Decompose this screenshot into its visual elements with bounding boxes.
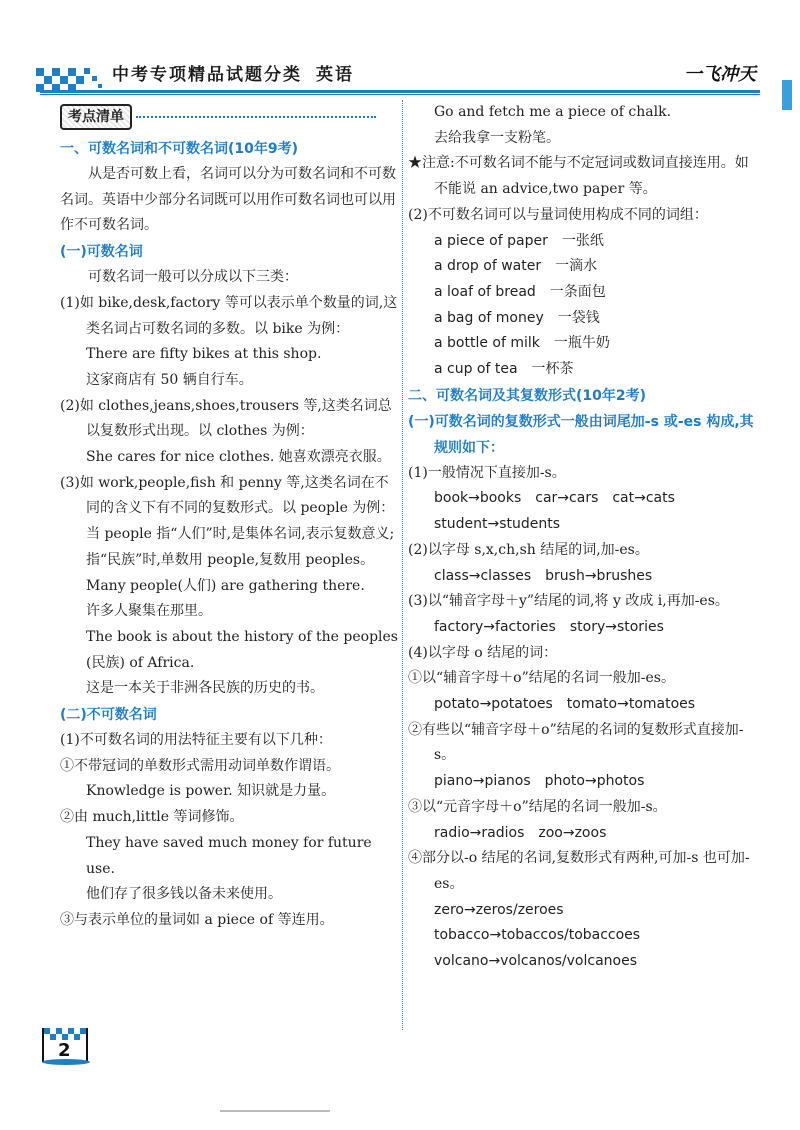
rule4c: ③以“元音字母＋o”结尾的名词一般加-s。 [408, 798, 667, 815]
item2: (2)如 clothes,jeans,shoes,trousers 等,这类名词总以复数形式出现。以 clothes 为例： [60, 397, 392, 440]
rule4b: ②有些以“辅音字母＋o”结尾的名词的复数形式直接加-s。 [408, 721, 744, 764]
rule4d-example1: zero→zeros/zeroes [434, 901, 564, 918]
rule1-example2: student→students [434, 516, 561, 533]
section1-intro: 从是否可数上看，名词可以分为可数名词和不可数名词。英语中少部分名词既可以用作可数名词也可以用作不可数名词。 [60, 166, 396, 234]
header-title [112, 60, 354, 85]
uncountable-1: (1)不可数名词的用法特征主要有以下几种： [60, 732, 332, 749]
item3-note: 当 people 指“人们”时,是集体名词,表示复数意义;指“民族”时,单数用 people,复数用 peoples。 [86, 526, 395, 568]
item1-example-cn: 这家商店有 50 辆自行车。 [86, 371, 253, 388]
note: ★注意:不可数名词不能与不定冠词或数词直接连用。如不能说 an advice,two paper 等。 [408, 155, 749, 198]
rule4d: ④部分以-o 结尾的名词,复数形式有两种,可加-s 也可加-es。 [408, 850, 750, 892]
section2-subtitle: (一)可数名词的复数形式一般由词尾加-s 或-es 构成,其规则如下： [408, 413, 754, 456]
phrase-item: a piece of paper 一张纸 [434, 232, 604, 249]
right-column [408, 100, 758, 975]
uncountable-2: (2)不可数名词可以与量词使用构成不同的词组： [408, 206, 708, 223]
header-rule [40, 90, 760, 93]
left-column [60, 100, 398, 934]
rule3-example: factory→factories story→stories [434, 618, 664, 635]
uncountable-1b-example-en: They have saved much money for future use. [86, 834, 372, 877]
bottom-rule [220, 1110, 330, 1112]
rule4c-example: radio→radios zoo→zoos [434, 824, 607, 841]
side-tab-marker [782, 80, 792, 110]
sub2-title: (二)不可数名词 [60, 707, 157, 724]
chalk-example-en: Go and fetch me a piece of chalk. [434, 104, 672, 120]
uncountable-1b: ②由 much,little 等词修饰。 [60, 809, 244, 826]
item1-example-en: There are fifty bikes at this shop. [86, 346, 322, 363]
item3-example1-en: Many people(人们) are gathering there. [86, 577, 365, 594]
rule4a-example: potato→potatoes tomato→tomatoes [434, 696, 696, 713]
rule3: (3)以“辅音字母＋y”结尾的词,将 y 改成 i,再加-es。 [408, 593, 729, 610]
page-header [0, 0, 800, 100]
item2-example: She cares for nice clothes. 她喜欢漂亮衣服。 [86, 449, 391, 466]
header-brand: 一飞冲天 [684, 64, 756, 85]
rule2: (2)以字母 s,x,ch,sh 结尾的词,加-es。 [408, 541, 649, 558]
section-label: 考点清单 [60, 104, 132, 130]
section-label-dots [136, 116, 376, 118]
rule4d-example3: volcano→volcanos/volcanoes [434, 953, 638, 970]
rule4a: ①以“辅音字母＋o”结尾的名词一般加-es。 [408, 670, 675, 687]
page-number: 2 [58, 1040, 71, 1061]
phrase-item: a loaf of bread 一条面包 [434, 283, 606, 300]
phrase-item: a drop of water 一滴水 [434, 258, 598, 275]
uncountable-1c: ③与表示单位的量词如 a piece of 等连用。 [60, 911, 334, 928]
section-label-box [60, 104, 376, 130]
rule1-example1: book→books car→cars cat→cats [434, 490, 675, 507]
section1-title: 一、可数名词和不可数名词(10年9考) [60, 141, 299, 157]
item3-example1-cn: 许多人聚集在那里。 [86, 603, 212, 620]
section2-title: 二、可数名词及其复数形式(10年2考) [408, 387, 647, 404]
column-divider [402, 100, 403, 1030]
chalk-example-cn: 去给我拿一支粉笔。 [434, 129, 560, 146]
rule4b-example: piano→pianos photo→photos [434, 773, 645, 790]
rule1: (1)一般情况下直接加-s。 [408, 464, 566, 481]
uncountable-1a: ①不带冠词的单数形式需用动词单数作谓语。 [60, 757, 340, 774]
uncountable-1b-example-cn: 他们存了很多钱以备未来使用。 [86, 886, 282, 903]
uncountable-1a-example: Knowledge is power. 知识就是力量。 [86, 783, 336, 800]
sub1-title: (一)可数名词 [60, 244, 143, 261]
item3-example2-en: The book is about the history of the peoples (民族) of Africa. [86, 628, 398, 671]
phrase-item: a cup of tea 一杯茶 [434, 361, 574, 378]
sub1-intro: 可数名词一般可以分成以下三类： [88, 269, 298, 286]
rule2-example: class→classes brush→brushes [434, 567, 653, 584]
item1: (1)如 bike,desk,factory 等可以表示单个数量的词,这类名词占可数名词的多数。以 bike 为例： [60, 294, 398, 337]
item3-example2-cn: 这是一本关于非洲各民族的历史的书。 [86, 680, 324, 697]
item3: (3)如 work,people,fish 和 penny 等,这类名词在不同的含义下有不同的复数形式。以 people 为例： [60, 474, 395, 517]
rule4: (4)以字母 o 结尾的词： [408, 644, 558, 661]
rule4d-example2: tobacco→tobaccos/tobaccoes [434, 927, 641, 944]
phrase-item: a bag of money 一袋钱 [434, 309, 600, 326]
header-rule-thin [40, 94, 760, 95]
header-title-text: 中考专项精品试题分类 [112, 65, 302, 85]
header-subject: 英语 [316, 65, 354, 85]
phrase-item: a bottle of milk 一瓶牛奶 [434, 335, 610, 352]
